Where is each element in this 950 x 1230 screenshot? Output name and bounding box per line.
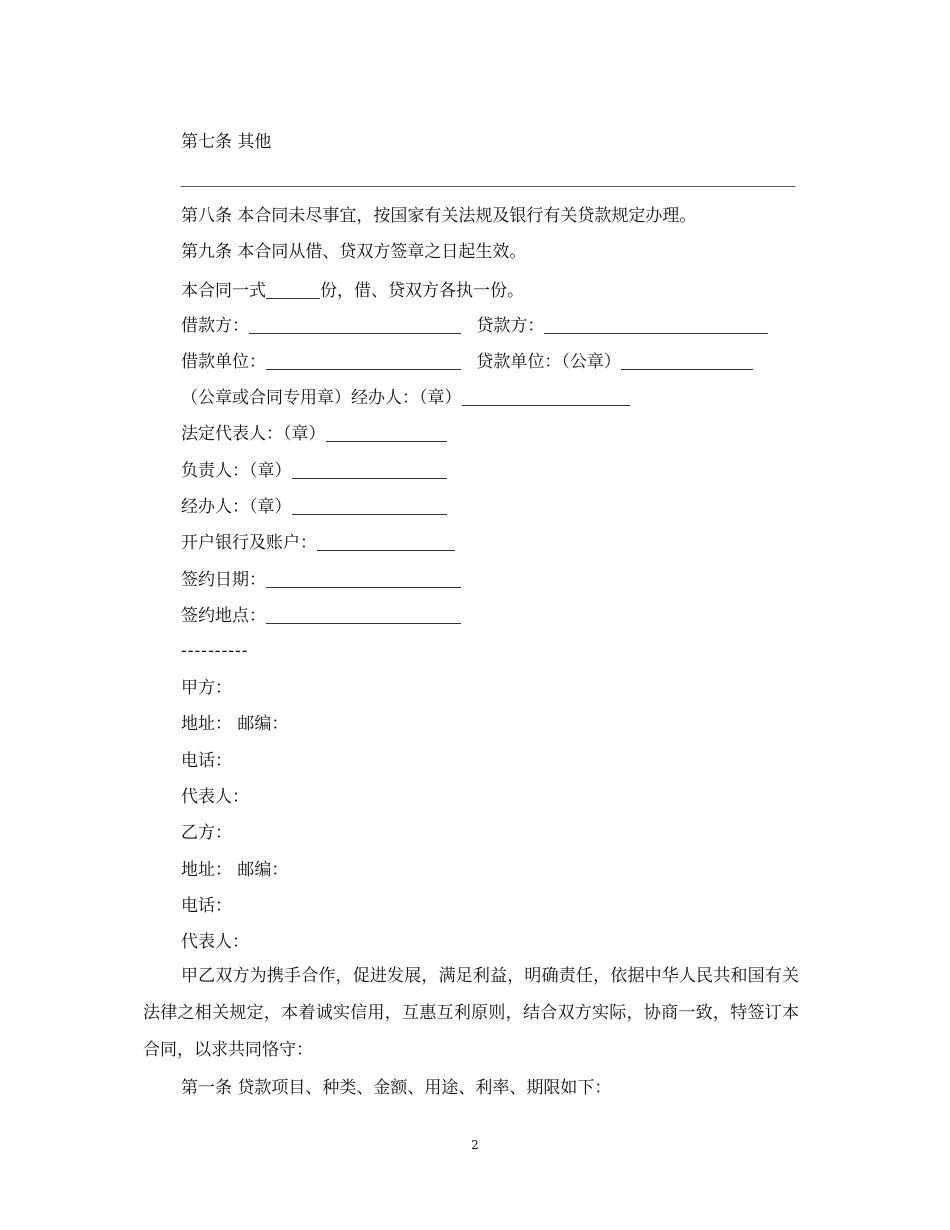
copies-suffix: 份，借、贷双方各执一份。 <box>320 281 524 301</box>
handler-blank <box>292 497 447 515</box>
copies-blank <box>266 281 320 299</box>
sign-date-blank <box>266 570 461 588</box>
sign-date-label: 签约日期： <box>181 570 266 590</box>
copies-prefix: 本合同一式 <box>181 281 266 301</box>
borrower-blank <box>249 316 461 334</box>
lender-unit-label: 贷款单位：（公章） <box>476 352 621 372</box>
lender-blank <box>544 316 768 334</box>
borrower-unit-label: 借款单位： <box>181 352 266 372</box>
person-in-charge-blank <box>292 461 447 479</box>
preamble-paragraph: 甲乙双方为携手合作，促进发展，满足利益，明确责任，依据中华人民共和国有关法律之相关规定，本着诚实信用，互惠互利原则，结合双方实际，协商一致，特签订本合同，以求共同恪守： <box>143 966 799 1060</box>
party-b: 乙方： <box>181 823 232 843</box>
page-number: 2 <box>471 1138 479 1152</box>
bank-account-blank <box>317 533 455 551</box>
legal-rep-blank <box>326 424 447 442</box>
party-b-address: 地址： 邮编： <box>181 860 289 880</box>
party-a-phone: 电话： <box>181 751 232 771</box>
party-b-representative: 代表人： <box>181 932 249 952</box>
party-b-phone: 电话： <box>181 896 232 916</box>
sign-place-blank <box>266 606 461 624</box>
person-in-charge-row <box>181 461 447 481</box>
sign-date-row <box>181 570 461 590</box>
section-separator: ---------- <box>181 641 249 661</box>
article-1: 第一条 贷款项目、种类、金额、用途、利率、期限如下： <box>181 1078 612 1098</box>
bank-account-label: 开户银行及账户： <box>181 533 317 553</box>
unit-row <box>181 352 753 372</box>
legal-rep-label: 法定代表人：（章） <box>181 424 326 444</box>
borrower-unit-blank <box>266 352 461 370</box>
party-a: 甲方： <box>181 678 232 698</box>
borrower-label: 借款方： <box>181 316 249 336</box>
legal-rep-row <box>181 424 447 444</box>
copies-clause <box>181 281 524 301</box>
bank-account-row <box>181 533 455 553</box>
seal-note-blank <box>462 388 630 406</box>
blank-fill-line <box>181 186 795 187</box>
article-8: 第八条 本合同未尽事宜，按国家有关法规及银行有关贷款规定办理。 <box>181 206 697 226</box>
sign-place-row <box>181 606 461 626</box>
handler-label: 经办人：（章） <box>181 497 292 517</box>
lender-unit-blank <box>621 352 753 370</box>
party-a-address: 地址： 邮编： <box>181 714 289 734</box>
person-in-charge-label: 负责人：（章） <box>181 461 292 481</box>
article-9: 第九条 本合同从借、贷双方签章之日起生效。 <box>181 242 527 262</box>
seal-note-label: （公章或合同专用章）经办人：（章） <box>181 388 462 408</box>
seal-note-row <box>181 388 630 408</box>
party-a-representative: 代表人： <box>181 787 249 807</box>
lender-label: 贷款方： <box>476 316 545 336</box>
article-7-heading: 第七条 其他 <box>181 132 272 152</box>
handler-row <box>181 497 447 517</box>
borrower-lender-row <box>181 316 768 336</box>
sign-place-label: 签约地点： <box>181 606 266 626</box>
